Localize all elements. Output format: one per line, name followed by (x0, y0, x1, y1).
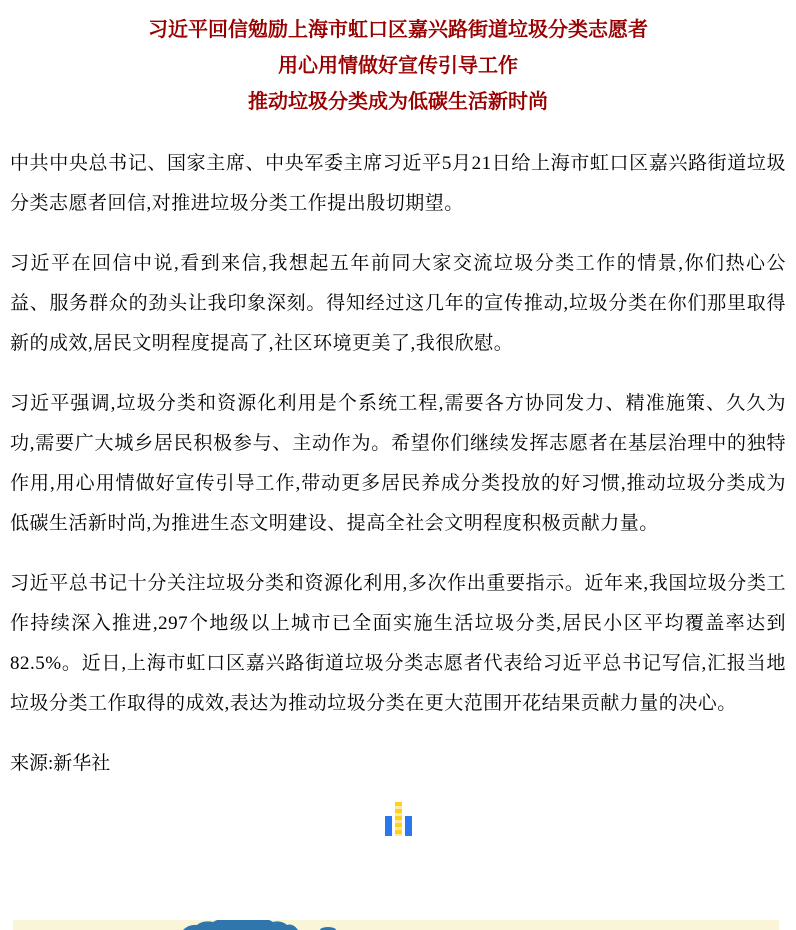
article-paragraph-4: 习近平总书记十分关注垃圾分类和资源化利用,多次作出重要指示。近年来,我国垃圾分类工作持续深入推进,297个地级以上城市已全面实施生活垃圾分类,居民小区平均覆盖率达到82.5%。近日,上海市虹口区嘉兴路街道垃圾分类志愿者代表给习近平总书记写信,汇报当地垃圾分类工作取得的成效,表达为推动垃圾分类在更大范围开花结果贡献力量的决心。 (10, 573, 786, 714)
article-page (0, 12, 796, 930)
title-line-2: 用心用情做好宣传引导工作 (278, 55, 518, 77)
article-paragraph-1: 中共中央总书记、国家主席、中央军委主席习近平5月21日给上海市虹口区嘉兴路街道垃圾分类志愿者回信,对推进垃圾分类工作提出殷切期望。 (10, 153, 786, 214)
loading-bar-right-icon (405, 816, 412, 836)
illustration-image (13, 920, 779, 930)
article-paragraph-2: 习近平在回信中说,看到来信,我想起五年前同大家交流垃圾分类工作的情景,你们热心公益、服务群众的劲头让我印象深刻。得知经过这几年的宣传推动,垃圾分类在你们那里取得新的成效,居民文明程度提高了,社区环境更美了,我很欣慰。 (10, 253, 786, 354)
loading-bar-middle-icon (395, 802, 402, 836)
title-line-1: 习近平回信勉励上海市虹口区嘉兴路街道垃圾分类志愿者 (148, 19, 648, 41)
article-title (10, 12, 786, 120)
article-body (0, 12, 796, 836)
article-paragraph-3: 习近平强调,垃圾分类和资源化利用是个系统工程,需要各方协同发力、精准施策、久久为功,需要广大城乡居民积极参与、主动作为。希望你们继续发挥志愿者在基层治理中的独特作用,用心用情做好宣传引导工作,带动更多居民养成分类投放的好习惯,推动垃圾分类成为低碳生活新时尚,为推进生态文明建设、提高全社会文明程度积极贡献力量。 (10, 393, 786, 534)
treetop-shape (183, 920, 298, 930)
title-line-3: 推动垃圾分类成为低碳生活新时尚 (248, 91, 548, 113)
treetop-silhouette (13, 920, 779, 930)
loading-indicator (10, 802, 786, 836)
source-line: 来源:新华社 (10, 753, 111, 774)
loading-bar-left-icon (385, 816, 392, 836)
